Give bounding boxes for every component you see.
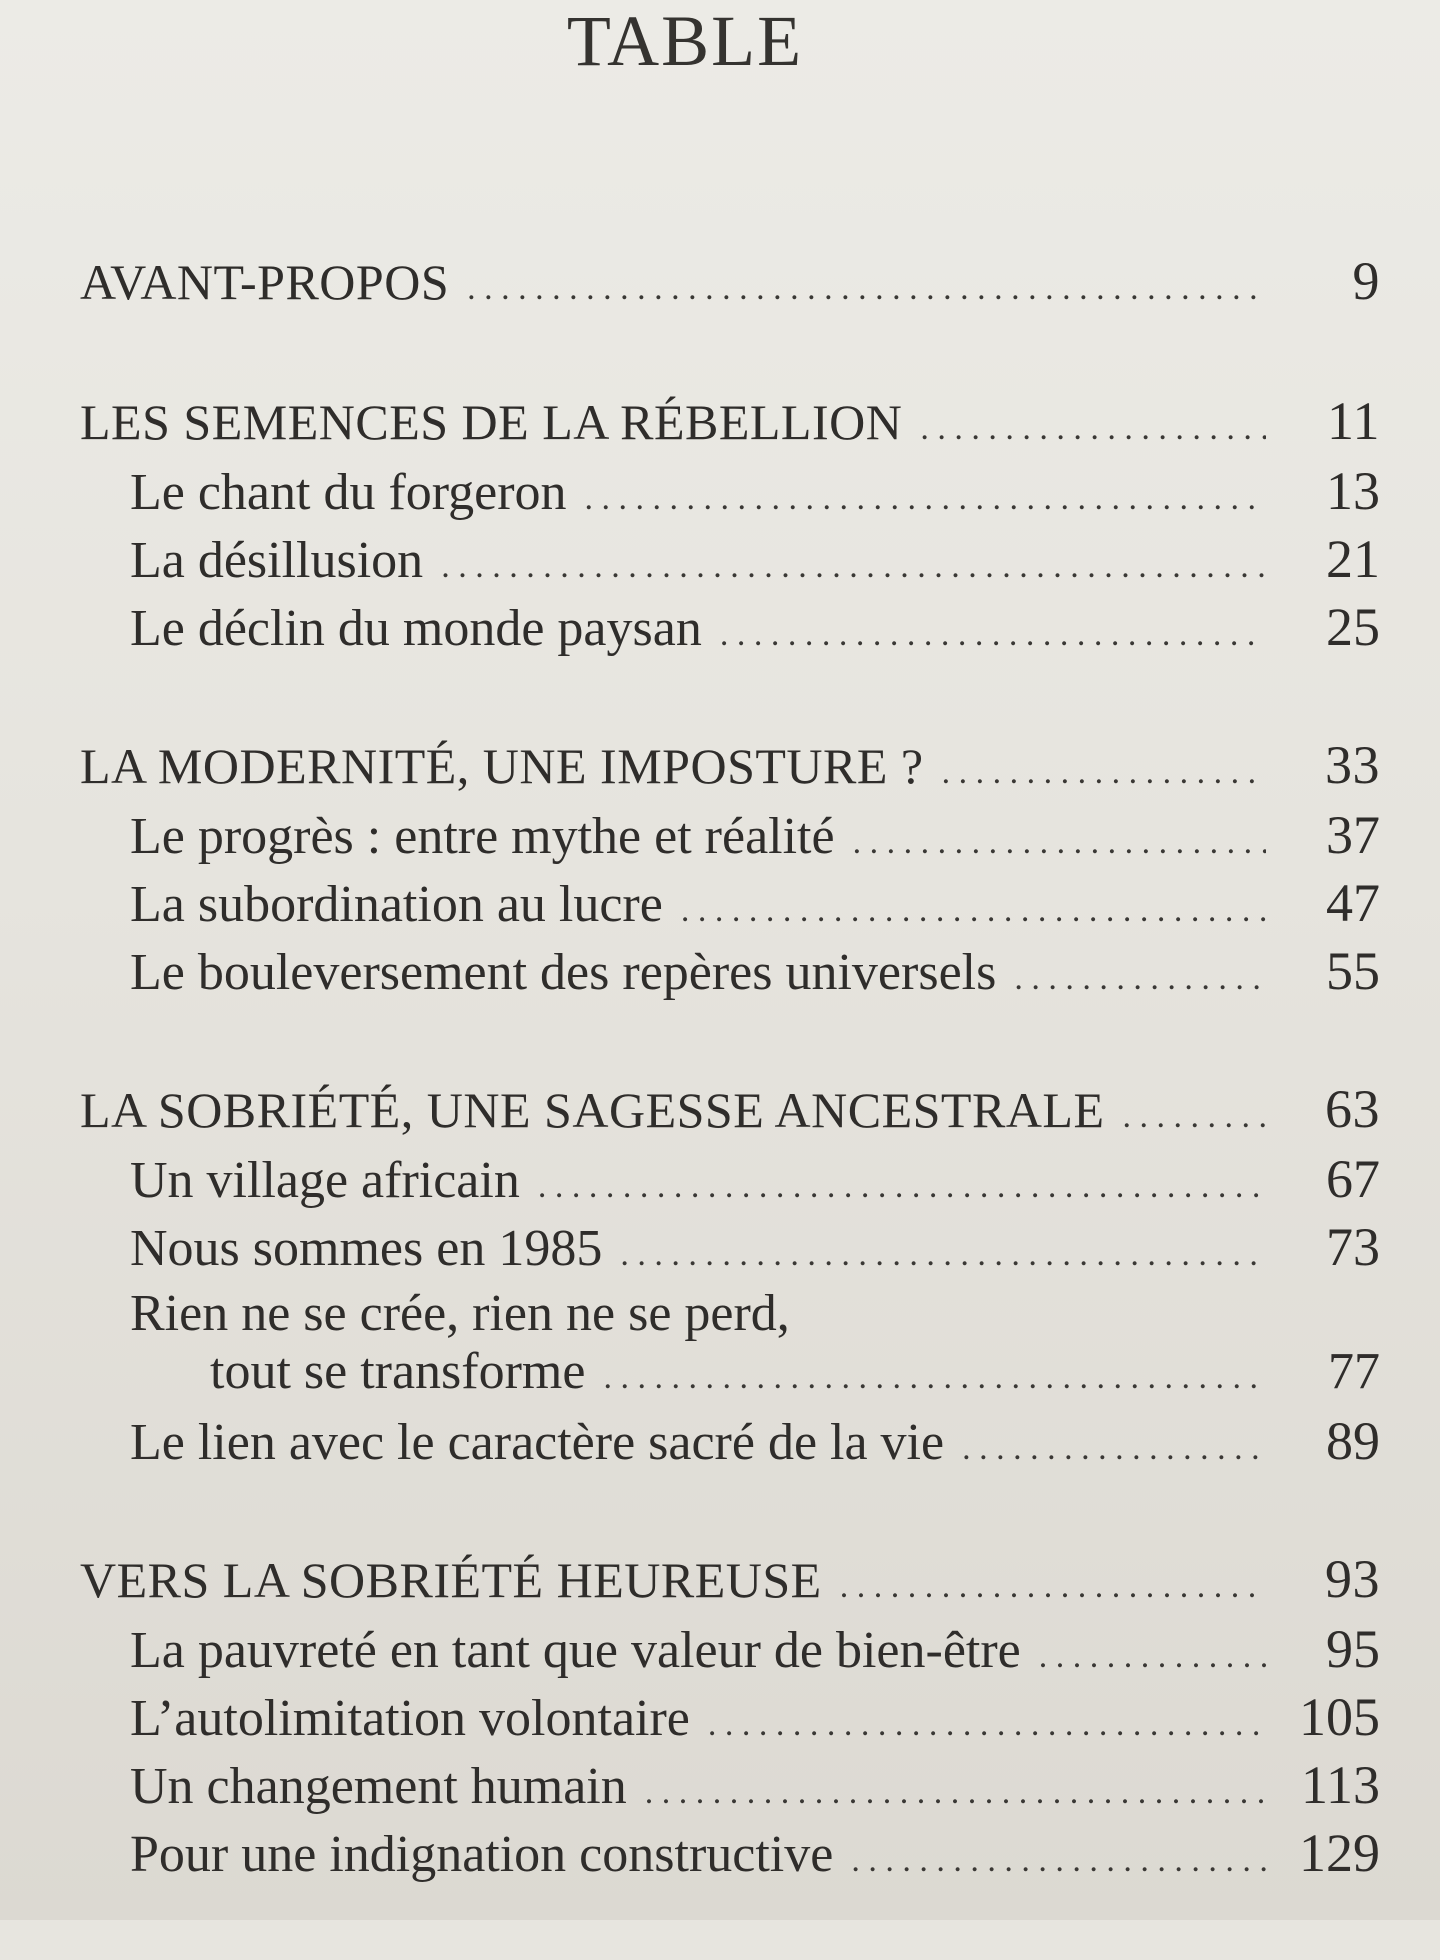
page-number: 33	[1325, 735, 1380, 795]
toc-chapter-entry	[80, 734, 1380, 804]
dot-leader	[645, 1774, 1266, 1812]
dot-leader	[441, 548, 1266, 586]
chapter-title: AVANT-PROPOS	[80, 254, 450, 310]
toc-section-entry	[80, 596, 1380, 664]
toc-section-entry	[80, 804, 1380, 872]
dot-leader	[467, 270, 1266, 308]
dot-leader	[708, 1706, 1266, 1744]
page-number: 37	[1326, 805, 1380, 865]
page-number: 95	[1326, 1619, 1380, 1679]
toc-section-entry	[80, 460, 1380, 528]
toc-chapter-entry	[80, 250, 1380, 320]
section-title: Un changement humain	[130, 1758, 627, 1815]
table-of-contents	[80, 250, 1380, 1960]
toc-group-avant-propos	[80, 250, 1380, 320]
section-title: Le bouleversement des repères universels	[130, 944, 997, 1001]
section-title: Le progrès : entre mythe et réalité	[130, 808, 835, 865]
page-number: 93	[1325, 1549, 1380, 1609]
page-number: 77	[1328, 1343, 1380, 1400]
toc-chapter-entry	[80, 390, 1380, 460]
page-number: 9	[1352, 251, 1380, 311]
section-title: Le déclin du monde paysan	[130, 600, 702, 657]
toc-section-entry	[80, 872, 1380, 940]
toc-section-entry	[80, 1822, 1380, 1890]
page-number: 129	[1299, 1823, 1380, 1883]
toc-section-entry	[80, 1342, 1380, 1410]
page-number: 25	[1326, 597, 1380, 657]
dot-leader	[920, 410, 1266, 448]
toc-group-semences	[80, 390, 1380, 664]
toc-chapter-entry	[80, 1078, 1380, 1148]
page-number: 21	[1326, 529, 1380, 589]
page-number: 105	[1299, 1687, 1380, 1747]
dot-leader	[962, 1430, 1266, 1468]
toc-section-entry	[80, 1216, 1380, 1284]
dot-leader	[620, 1236, 1266, 1274]
dot-leader	[1123, 1098, 1266, 1136]
dot-leader	[681, 892, 1266, 930]
chapter-title: VERS LA SOBRIÉTÉ HEUREUSE	[80, 1552, 822, 1608]
section-title: La subordination au lucre	[130, 876, 663, 933]
section-title: L’autolimitation volontaire	[130, 1690, 690, 1747]
dot-leader	[851, 1842, 1266, 1880]
section-title: La pauvreté en tant que valeur de bien-être	[130, 1622, 1021, 1679]
page-number: 11	[1327, 391, 1380, 451]
dot-leader	[1014, 960, 1266, 998]
section-title: Un village africain	[130, 1152, 520, 1209]
page-number: 47	[1326, 873, 1380, 933]
toc-section-entry	[80, 1618, 1380, 1686]
section-title: Le chant du forgeron	[130, 464, 567, 521]
section-title-line1: Rien ne se crée, rien ne se perd,	[130, 1285, 790, 1342]
dot-leader	[1039, 1638, 1266, 1676]
toc-chapter-entry	[80, 1548, 1380, 1618]
section-title: Le lien avec le caractère sacré de la vie	[130, 1414, 945, 1471]
dot-leader	[840, 1568, 1266, 1606]
dot-leader	[942, 754, 1266, 792]
page-number: 13	[1326, 461, 1380, 521]
toc-section-first-line	[80, 1284, 1380, 1342]
chapter-title: LA MODERNITÉ, UNE IMPOSTURE ?	[80, 738, 924, 794]
dot-leader	[853, 824, 1266, 862]
page-title: TABLE	[566, 1, 804, 81]
section-title: Pour une indignation constructive	[130, 1826, 834, 1883]
page-number: 73	[1326, 1217, 1380, 1277]
page-number: 113	[1301, 1755, 1380, 1815]
page-number: 67	[1326, 1149, 1380, 1209]
toc-section-entry	[80, 1686, 1380, 1754]
toc-section-entry	[80, 940, 1380, 1008]
toc-section-entry	[80, 528, 1380, 596]
page-number: 89	[1326, 1411, 1380, 1471]
toc-group-sobriete	[80, 1078, 1380, 1478]
chapter-title: LES SEMENCES DE LA RÉBELLION	[80, 394, 903, 450]
section-title: tout se transforme	[210, 1343, 586, 1400]
page-number: 63	[1325, 1079, 1380, 1139]
dot-leader	[538, 1168, 1266, 1206]
toc-section-entry	[80, 1410, 1380, 1478]
toc-section-entry	[80, 1148, 1380, 1216]
section-title: Nous sommes en 1985	[130, 1220, 603, 1277]
dot-leader	[720, 616, 1266, 654]
toc-group-modernite	[80, 734, 1380, 1008]
chapter-title: LA SOBRIÉTÉ, UNE SAGESSE ANCESTRALE	[80, 1082, 1105, 1138]
toc-section-entry	[80, 1754, 1380, 1822]
toc-group-vers-sobriete	[80, 1548, 1380, 1890]
section-title: La désillusion	[130, 532, 424, 589]
dot-leader	[603, 1359, 1266, 1397]
page-number: 55	[1326, 941, 1380, 1001]
dot-leader	[585, 480, 1266, 518]
